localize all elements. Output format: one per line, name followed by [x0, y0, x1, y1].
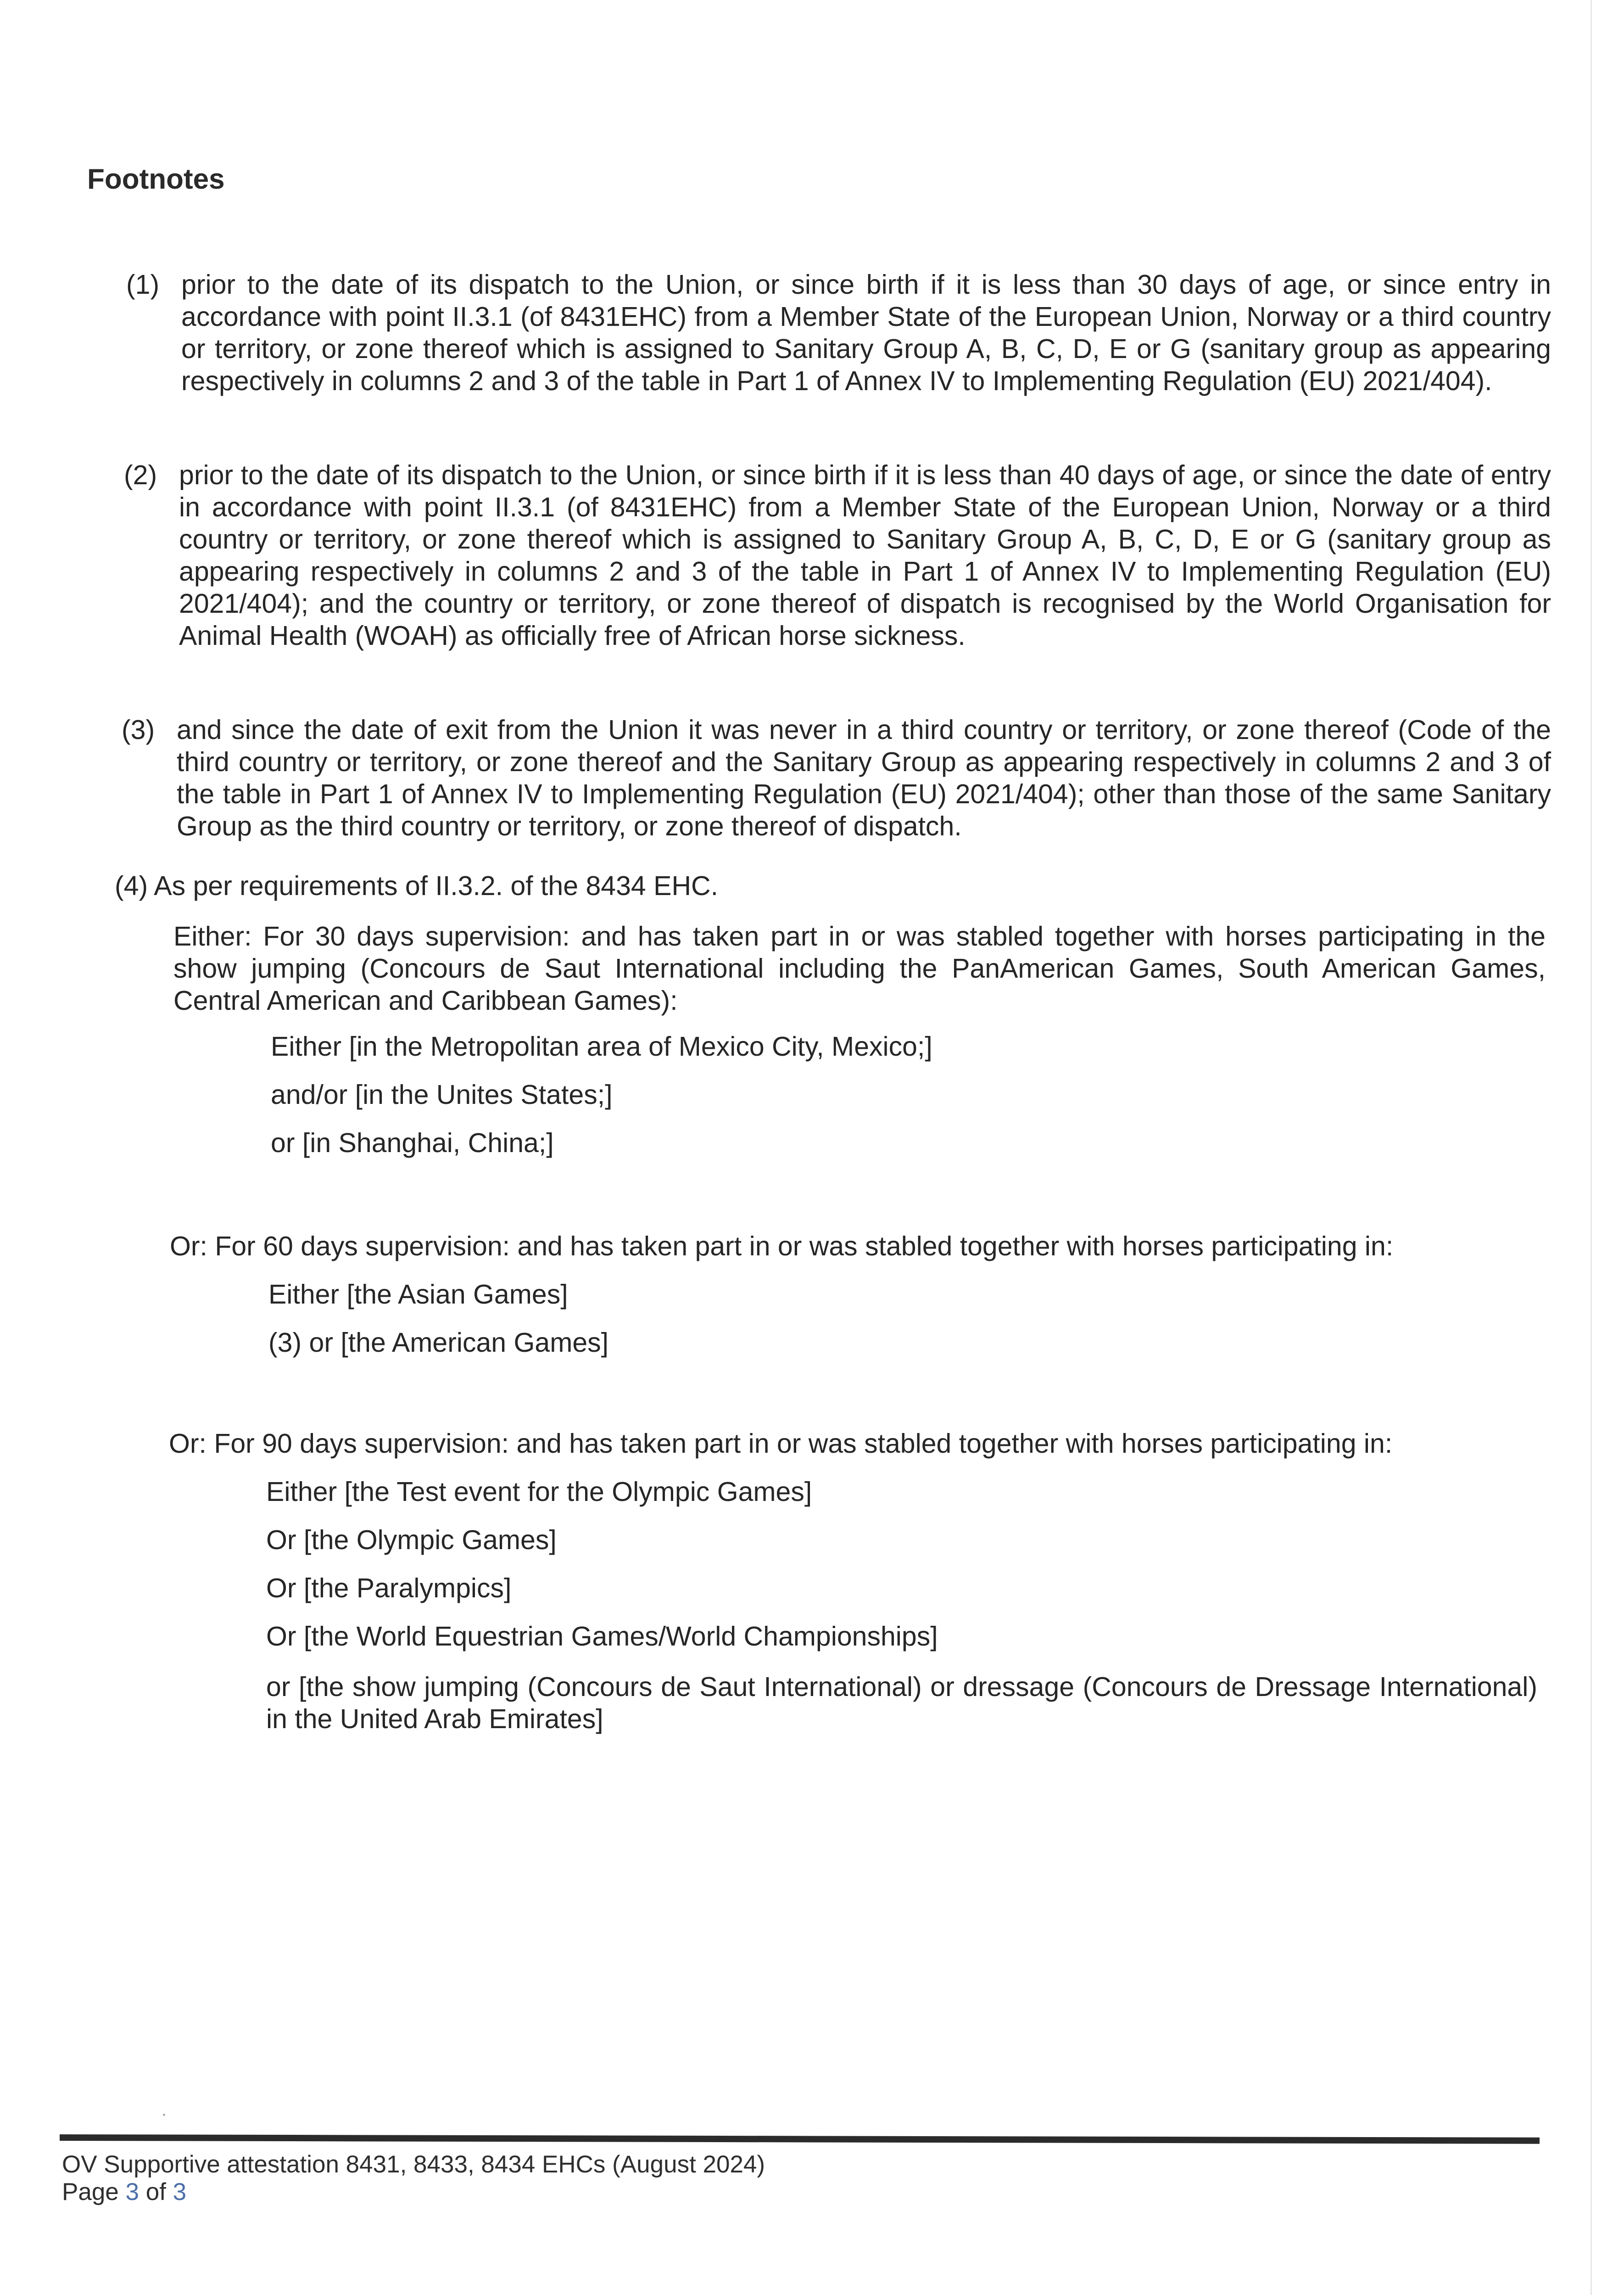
- page-total: 3: [173, 2178, 187, 2205]
- option-30-days-text: Either: For 30 days supervision: and has taken part in or was stabled together with horses participating in the show jumping (Concours de Saut International including the PanAmerican Games, South American Games, Central American and Caribbean Games):: [173, 921, 1546, 1016]
- footnote-number: (3): [122, 715, 155, 745]
- footnote-2: [124, 459, 1551, 652]
- option-90-item: Or [the World Equestrian Games/World Championships]: [266, 1621, 938, 1651]
- option-90-days-text: Or: For 90 days supervision: and has taken part in or was stabled together with horses participating in:: [169, 1428, 1393, 1459]
- option-30-item: and/or [in the Unites States;]: [271, 1080, 613, 1110]
- page-of-label: of: [139, 2178, 173, 2205]
- option-60-days-text: Or: For 60 days supervision: and has taken part in or was stabled together with horses participating in:: [170, 1231, 1394, 1261]
- footnote-3: [122, 714, 1551, 842]
- page-label: Page: [62, 2178, 126, 2205]
- option-90-item: Either [the Test event for the Olympic Games]: [266, 1477, 812, 1507]
- option-60-item: Either [the Asian Games]: [268, 1279, 568, 1310]
- page-number: [62, 2178, 186, 2206]
- option-60-item: (3) or [the American Games]: [268, 1327, 609, 1358]
- footnote-number: (1): [126, 269, 160, 300]
- footnote-text: prior to the date of its dispatch to the Union, or since birth if it is less than 40 days of age, or since the date of entry in accordance with point II.3.1 (of 8431EHC) from a Member State of the European Union, Norway or a third country or territory, or zone thereof which is assigned to Sanitary Group A, B, C, D, E or G (sanitary group as appearing respectively in columns 2 and 3 of the table in Part 1 of Annex IV to Implementing Regulation (EU) 2021/404); and the country or territory, or zone thereof of dispatch is recognised by the World Organisation for Animal Health (WOAH) as officially free of African horse sickness.: [179, 460, 1551, 651]
- page-edge: [1591, 0, 1592, 2295]
- footnote-text: and since the date of exit from the Union it was never in a third country or territory, or zone thereof (Code of the third country or territory, or zone thereof and the Sanitary Group as appearing respectively in columns 2 and 3 of the table in Part 1 of Annex IV to Implementing Regulation (EU) 2021/404); other than those of the same Sanitary Group as the third country or territory, or zone thereof of dispatch.: [177, 715, 1551, 841]
- footnote-4-intro: (4) As per requirements of II.3.2. of the 8434 EHC.: [115, 871, 719, 901]
- footnote-number: (2): [124, 460, 157, 490]
- footer-title: OV Supportive attestation 8431, 8433, 8434 EHCs (August 2024): [62, 2151, 765, 2178]
- page-current: 3: [125, 2178, 139, 2205]
- option-90-item: Or [the Olympic Games]: [266, 1525, 557, 1555]
- footer-rule: [60, 2134, 1540, 2144]
- option-90-item: Or [the Paralympics]: [266, 1573, 512, 1603]
- footnote-1: [126, 269, 1551, 397]
- option-30-item: or [in Shanghai, China;]: [271, 1128, 554, 1158]
- option-90-item: or [the show jumping (Concours de Saut International) or dressage (Concours de Dressage International) in the United Arab Emirates]: [266, 1672, 1537, 1734]
- scan-speck: [163, 2114, 165, 2116]
- option-30-item: Either [in the Metropolitan area of Mexico City, Mexico;]: [271, 1031, 932, 1062]
- footnote-text: prior to the date of its dispatch to the Union, or since birth if it is less than 30 days of age, or since entry in accordance with point II.3.1 (of 8431EHC) from a Member State of the European Union, Norway or a third country or territory, or zone thereof which is assigned to Sanitary Group A, B, C, D, E or G (sanitary group as appearing respectively in columns 2 and 3 of the table in Part 1 of Annex IV to Implementing Regulation (EU) 2021/404).: [181, 269, 1551, 396]
- page-title: Footnotes: [87, 163, 225, 195]
